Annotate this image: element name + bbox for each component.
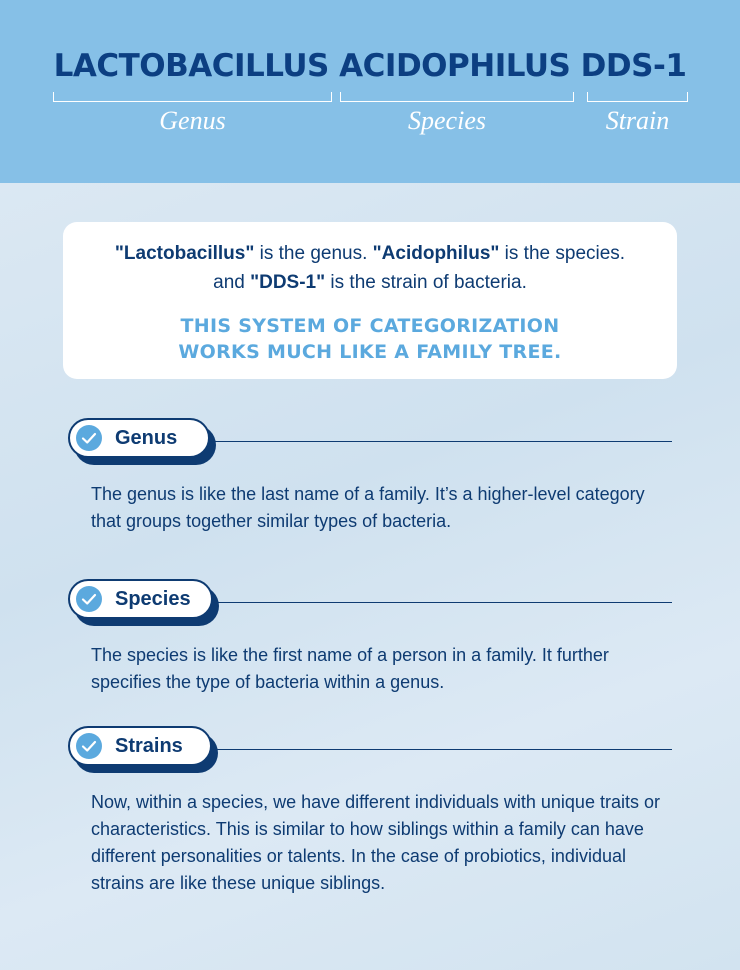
section-pill [68,726,212,766]
section-divider [214,749,672,750]
section-divider [212,441,672,442]
intro-text-span: is the genus. [254,243,373,264]
strain-label: Strain [605,106,670,135]
intro-line-2 [63,268,677,297]
check-circle-icon [76,733,102,759]
family-tree-note [63,313,677,365]
strain-name: "DDS-1" [250,272,326,293]
genus-name: "Lactobacillus" [114,243,255,264]
genus-bracket [53,92,332,102]
section-text: The species is like the first name of a person in a family. It further specifies the type of bacteria within a genus. [91,645,609,692]
section-text: Now, within a species, we have different individuals with unique traits or characteristics. This is similar to how siblings within a family can have different personalities or talents. In the case of probiotics, individual strains are like these unique siblings. [91,792,660,893]
intro-card [63,222,677,379]
intro-text-span: is the strain of bacteria. [325,272,527,293]
header-banner [0,0,740,183]
check-circle-icon [76,586,102,612]
species-name: "Acidophilus" [372,243,500,264]
check-circle-icon [76,425,102,451]
intro-text-span: is the species. [499,243,626,264]
section-pill [68,579,213,619]
section-divider [215,602,672,603]
section-label: Genus [115,427,178,449]
section-label: Species [115,588,191,610]
strain-bracket [587,92,688,102]
note-line-1: THIS SYSTEM OF CATEGORIZATION [180,315,560,337]
species-bracket [340,92,574,102]
section-label: Strains [115,735,183,757]
section-text: The genus is like the last name of a family. It’s a higher-level category that groups together similar types of bacteria. [91,484,645,531]
genus-label: Genus [159,106,226,135]
intro-text [63,239,677,297]
species-label: Species [408,106,486,135]
intro-text-span: and [213,272,251,293]
note-line-2: WORKS MUCH LIKE A FAMILY TREE. [178,341,562,363]
section-pill [68,418,210,458]
page-title: LACTOBACILLUS ACIDOPHILUS DDS-1 [53,48,687,84]
intro-line-1 [63,239,677,268]
